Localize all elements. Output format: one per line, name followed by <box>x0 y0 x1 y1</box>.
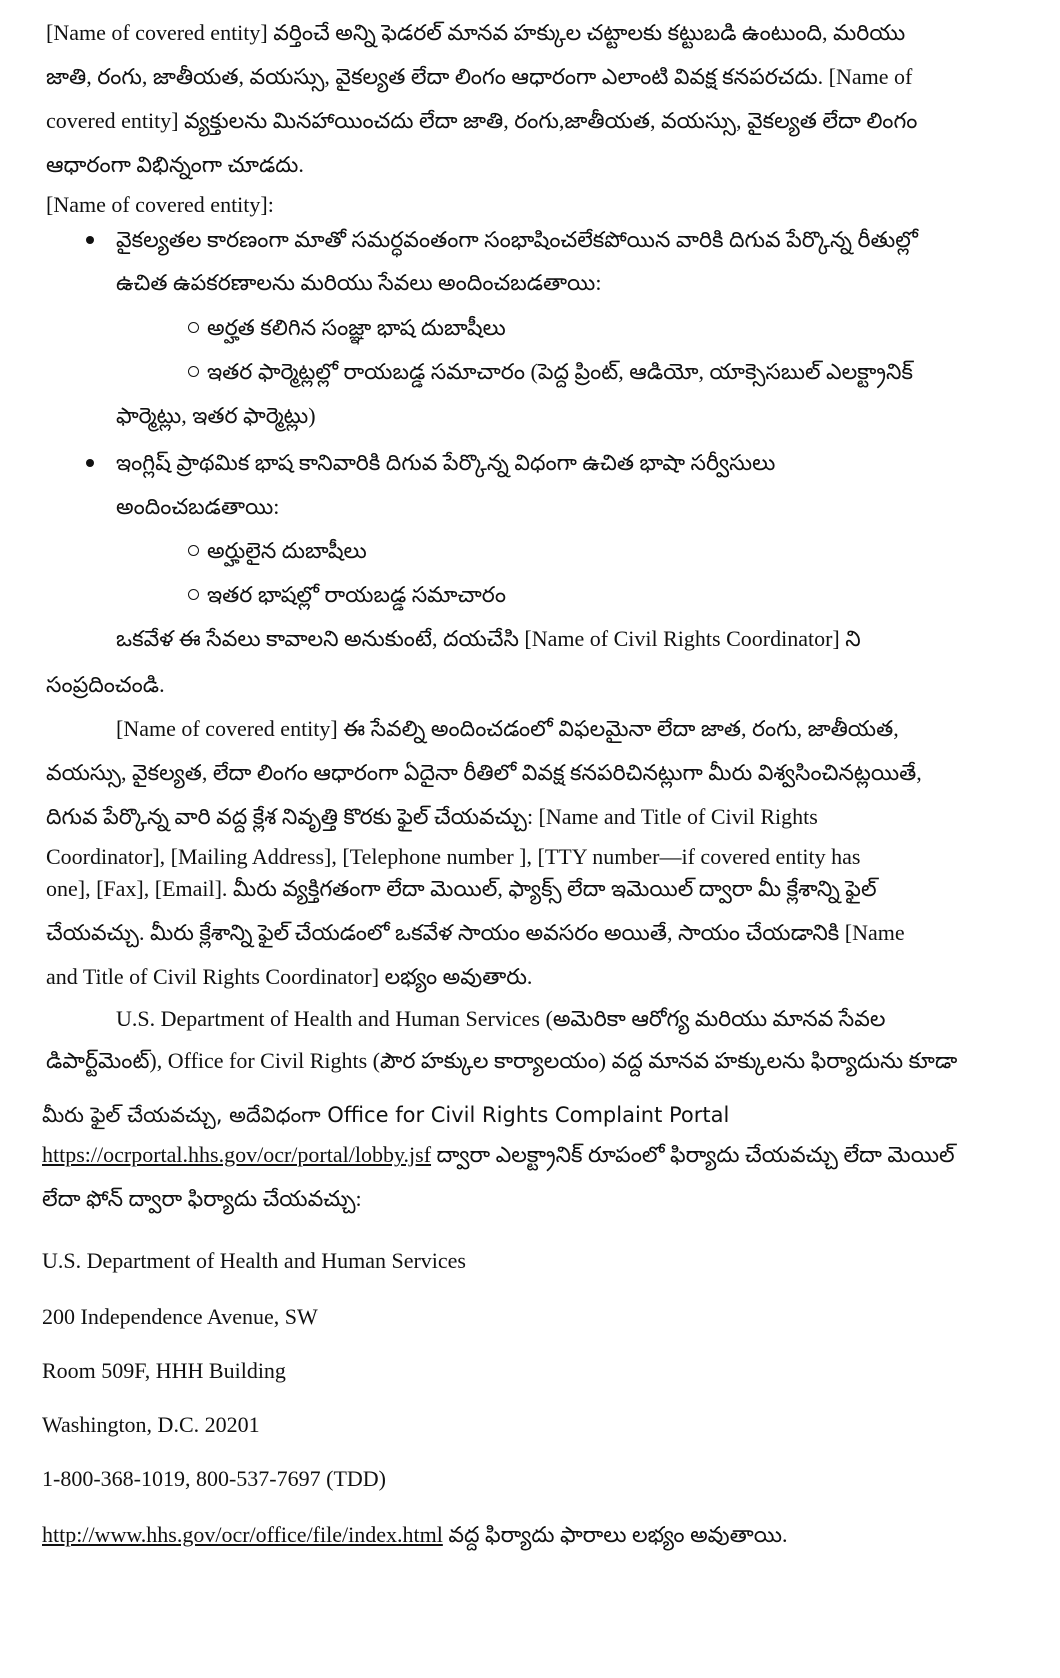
bullet-2-line-2: అందించబడతాయి: <box>116 494 280 519</box>
hollow-circle-icon <box>188 366 199 377</box>
grievance-line-6: చేయవచ్చు. మీరు క్లేశాన్ని ఫైల్ చేయడంలో ఒకవేళ సాయం అవసరం అయితే, సాయం చేయడానికి [Name <box>46 920 905 945</box>
bullet-1-line-2: ఉచిత ఉపకరణాలను మరియు సేవలు అందించబడతాయి: <box>116 270 602 295</box>
forms-line <box>42 1520 787 1550</box>
bullet-1-line-1: వైకల్యతల కారణంగా మాతో సమర్ధవంతంగా సంభాషించలేకపోయిన వారికి దిగువ పేర్కొన్న రీతుల్లో <box>116 227 918 252</box>
entity-label: [Name of covered entity]: <box>46 192 274 217</box>
hhs-line-2: డిపార్ట్‌మెంట్), Office for Civil Rights (పౌర హక్కుల కార్యాలయం) వద్ద మానవ హక్కులను ఫిర్యాదును కూడా <box>46 1048 958 1073</box>
hollow-circle-icon <box>188 322 199 333</box>
bullet-1-subitem-2-cont: ఫార్మెట్లు, ఇతర ఫార్మెట్లు) <box>116 403 316 428</box>
phone-line: 1-800-368-1019, 800-537-7697 (TDD) <box>42 1466 386 1491</box>
contact-line-1: ఒకవేళ ఈ సేవలు కావాలని అనుకుంటే, దయచేసి [Name of Civil Rights Coordinator] ని <box>116 626 861 651</box>
address-line-1: U.S. Department of Health and Human Services <box>42 1248 466 1273</box>
grievance-line-2: వయస్సు, వైకల్యత, లేదా లింగం ఆధారంగా ఏదైనా రీతిలో వివక్ష కనపరిచినట్లుగా మీరు విశ్వసించినట్లయితే, <box>46 760 922 785</box>
hhs-line-3: మీరు ఫైల్ చేయవచ్చు, అదేవిధంగా Office for Civil Rights Complaint Portal <box>42 1103 730 1127</box>
address-line-3: Room 509F, HHH Building <box>42 1358 286 1383</box>
portal-line-tail: ద్వారా ఎలక్ట్రానిక్ రూపంలో ఫిర్యాదు చేయవచ్చు లేదా మెయిల్ <box>431 1142 955 1167</box>
hollow-circle-icon <box>188 589 199 600</box>
bullet-1-marker <box>86 236 94 244</box>
address-line-4: Washington, D.C. 20201 <box>42 1412 260 1437</box>
portal-line <box>42 1140 955 1170</box>
bullet-2-subitem-2: ఇతర భాషల్లో రాయబడ్డ సమాచారం <box>188 580 506 610</box>
contact-line-2: సంప్రదించండి. <box>46 672 165 697</box>
intro-line-4: ఆధారంగా విభిన్నంగా చూడదు. <box>46 152 304 177</box>
intro-line-3: covered entity] వ్యక్తులను మినహాయించదు లేదా జాతి, రంగు,జాతీయత, వయస్సు, వైకల్యత లేదా లింగం <box>46 108 918 133</box>
grievance-line-5: one], [Fax], [Email]. మీరు వ్యక్తిగతంగా లేదా మెయిల్, ఫ్యాక్స్ లేదా ఇమెయిల్ ద్వారా మీ క్లేశాన్ని ఫైల్ <box>46 876 877 901</box>
hollow-circle-icon <box>188 545 199 556</box>
hhs-line-1: U.S. Department of Health and Human Services (అమెరికా ఆరోగ్య మరియు మానవ సేవల <box>116 1006 886 1031</box>
ocr-portal-link[interactable]: https://ocrportal.hhs.gov/ocr/portal/lobby.jsf <box>42 1142 432 1167</box>
hhs-forms-link[interactable]: http://www.hhs.gov/ocr/office/file/index.html <box>42 1522 443 1547</box>
grievance-line-7: and Title of Civil Rights Coordinator] లభ్యం అవుతారు. <box>46 964 533 989</box>
forms-line-tail: వద్ద ఫిర్యాదు ఫారాలు లభ్యం అవుతాయి. <box>442 1522 788 1547</box>
grievance-line-1: [Name of covered entity] ఈ సేవల్ని అందించడంలో విఫలమైనా లేదా జాత, రంగు, జాతీయత, <box>116 716 899 741</box>
grievance-line-3: దిగువ పేర్కొన్న వారి వద్ద క్లేశ నివృత్తి కొరకు ఫైల్ చేయవచ్చు: [Name and Title of Civil Rights <box>46 804 818 829</box>
portal-line-2: లేదా ఫోన్ ద్వారా ఫిర్యాదు చేయవచ్చు: <box>42 1186 362 1211</box>
address-line-2: 200 Independence Avenue, SW <box>42 1304 318 1329</box>
bullet-2-line-1: ఇంగ్లిష్ ప్రాథమిక భాష కానివారికి దిగువ పేర్కొన్న విధంగా ఉచిత భాషా సర్వీసులు <box>116 450 776 475</box>
grievance-line-4: Coordinator], [Mailing Address], [Telephone number ], [TTY number—if covered entity has <box>46 844 861 869</box>
intro-line-2: జాతి, రంగు, జాతీయత, వయస్సు, వైకల్యత లేదా లింగం ఆధారంగా ఎలాంటి వివక్ష కనపరచదు. [Name of <box>46 64 913 89</box>
bullet-1-subitem-1: అర్హత కలిగిన సంజ్ఞా భాష దుబాషీలు <box>188 313 506 343</box>
bullet-2-marker <box>86 459 94 467</box>
bullet-2-subitem-1: అర్హులైన దుబాషీలు <box>188 536 367 566</box>
bullet-1-subitem-2: ఇతర ఫార్మెట్లల్లో రాయబడ్డ సమాచారం (పెద్ద ప్రింట్, ఆడియో, యాక్సెసబుల్ ఎలక్ట్రానిక్ <box>188 357 913 387</box>
intro-line-1: [Name of covered entity] వర్తించే అన్ని ఫెడరల్ మానవ హక్కుల చట్టాలకు కట్టుబడి ఉంటుంది, మరియు <box>46 20 906 45</box>
